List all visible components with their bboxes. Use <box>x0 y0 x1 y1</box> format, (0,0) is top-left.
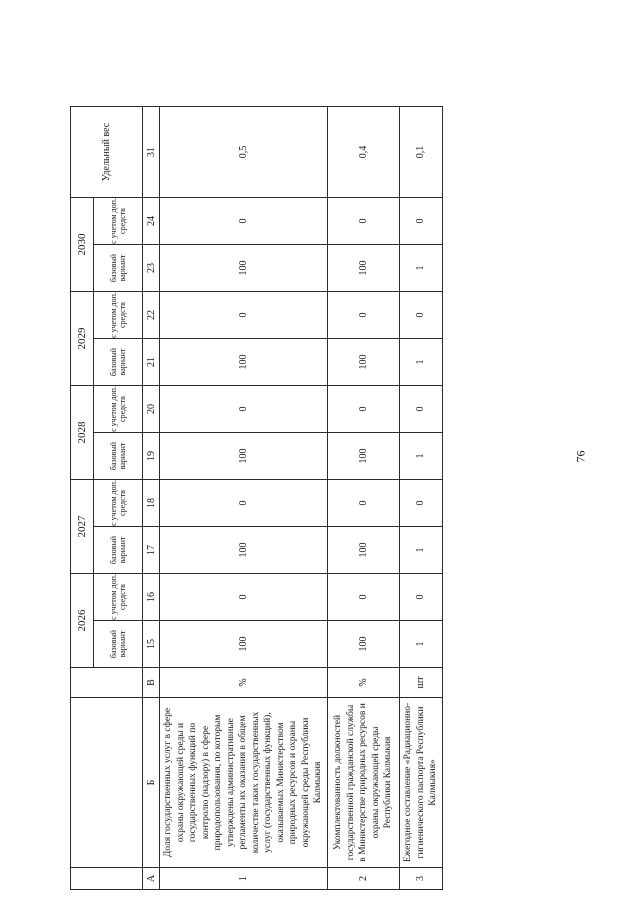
row-value: 0 <box>400 480 443 527</box>
row-value: 0 <box>160 198 328 245</box>
row-value: 100 <box>160 527 328 574</box>
row-value: 100 <box>328 339 400 386</box>
row-description: Ежегодное составление «Радиационно-гигиенического паспорта Республики Калмыкия» <box>400 698 443 868</box>
col-code: В <box>143 668 160 698</box>
col-code: А <box>143 868 160 890</box>
row-value: 0 <box>160 292 328 339</box>
header-year-2030: 2030 <box>71 198 94 292</box>
row-value: 100 <box>160 621 328 668</box>
header-sub-extra: с учетом доп. средств <box>94 198 143 245</box>
header-row-years <box>71 107 94 890</box>
row-weight: 0,1 <box>400 107 443 198</box>
indicator-table <box>70 106 443 890</box>
col-code: 19 <box>143 433 160 480</box>
row-value: 0 <box>160 574 328 621</box>
row-value: 0 <box>400 292 443 339</box>
header-year-2027: 2027 <box>71 480 94 574</box>
row-description: Доля государственных услуг в сфере охраны окружающей среды и государственных функций по контролю (надзору) в сфере природопользования, по которым утверждены административные регламенты их оказания в общем количестве таких государственных услуг (государственных функций), оказываемых Министерством природных ресурсов и охраны окружающей среды Республики Калмыкия <box>160 698 328 868</box>
row-weight: 0,4 <box>328 107 400 198</box>
header-sub-extra: с учетом доп. средств <box>94 386 143 433</box>
header-sub-extra: с учетом доп. средств <box>94 574 143 621</box>
col-code: 15 <box>143 621 160 668</box>
row-value: 100 <box>160 433 328 480</box>
row-unit: % <box>160 668 328 698</box>
col-code: 22 <box>143 292 160 339</box>
header-row-codes <box>143 107 160 890</box>
row-index: 3 <box>400 868 443 890</box>
row-value: 100 <box>328 621 400 668</box>
row-value: 0 <box>160 480 328 527</box>
table-row <box>328 107 400 890</box>
row-unit: шт <box>400 668 443 698</box>
row-value: 100 <box>328 527 400 574</box>
row-value: 1 <box>400 621 443 668</box>
header-blank-unit <box>71 668 143 698</box>
row-value: 0 <box>328 386 400 433</box>
header-sub-base: базовый вариант <box>94 339 143 386</box>
col-code: 31 <box>143 107 160 198</box>
header-weight: Удельный вес <box>71 107 143 198</box>
row-value: 1 <box>400 433 443 480</box>
row-value: 0 <box>328 574 400 621</box>
row-value: 100 <box>160 245 328 292</box>
page-number: 76 <box>573 450 588 463</box>
row-value: 100 <box>160 339 328 386</box>
row-value: 0 <box>400 574 443 621</box>
col-code: 18 <box>143 480 160 527</box>
row-value: 0 <box>400 386 443 433</box>
row-weight: 0,5 <box>160 107 328 198</box>
col-code: 21 <box>143 339 160 386</box>
header-blank-desc <box>71 698 143 868</box>
col-code: 23 <box>143 245 160 292</box>
row-index: 2 <box>328 868 400 890</box>
table-row <box>400 107 443 890</box>
header-sub-extra: с учетом доп. средств <box>94 292 143 339</box>
header-sub-base: базовый вариант <box>94 245 143 292</box>
row-value: 0 <box>328 292 400 339</box>
col-code: Б <box>143 698 160 868</box>
row-value: 100 <box>328 433 400 480</box>
header-blank-idx <box>71 868 143 890</box>
row-description: Укомплектованность должностей государственной гражданской службы в Министерстве природных ресурсов и охраны окружающей среды Республики Калмыкия <box>328 698 400 868</box>
header-sub-base: базовый вариант <box>94 621 143 668</box>
row-value: 1 <box>400 339 443 386</box>
header-year-2026: 2026 <box>71 574 94 668</box>
col-code: 24 <box>143 198 160 245</box>
col-code: 16 <box>143 574 160 621</box>
row-value: 1 <box>400 527 443 574</box>
table-row <box>160 107 328 890</box>
header-year-2029: 2029 <box>71 292 94 386</box>
row-index: 1 <box>160 868 328 890</box>
header-sub-extra: с учетом доп. средств <box>94 480 143 527</box>
row-unit: % <box>328 668 400 698</box>
col-code: 17 <box>143 527 160 574</box>
row-value: 100 <box>328 245 400 292</box>
header-year-2028: 2028 <box>71 386 94 480</box>
col-code: 20 <box>143 386 160 433</box>
header-sub-base: базовый вариант <box>94 527 143 574</box>
row-value: 0 <box>328 480 400 527</box>
row-value: 0 <box>328 198 400 245</box>
rotated-table-wrapper <box>70 110 440 890</box>
row-value: 1 <box>400 245 443 292</box>
header-sub-base: базовый вариант <box>94 433 143 480</box>
row-value: 0 <box>400 198 443 245</box>
row-value: 0 <box>160 386 328 433</box>
